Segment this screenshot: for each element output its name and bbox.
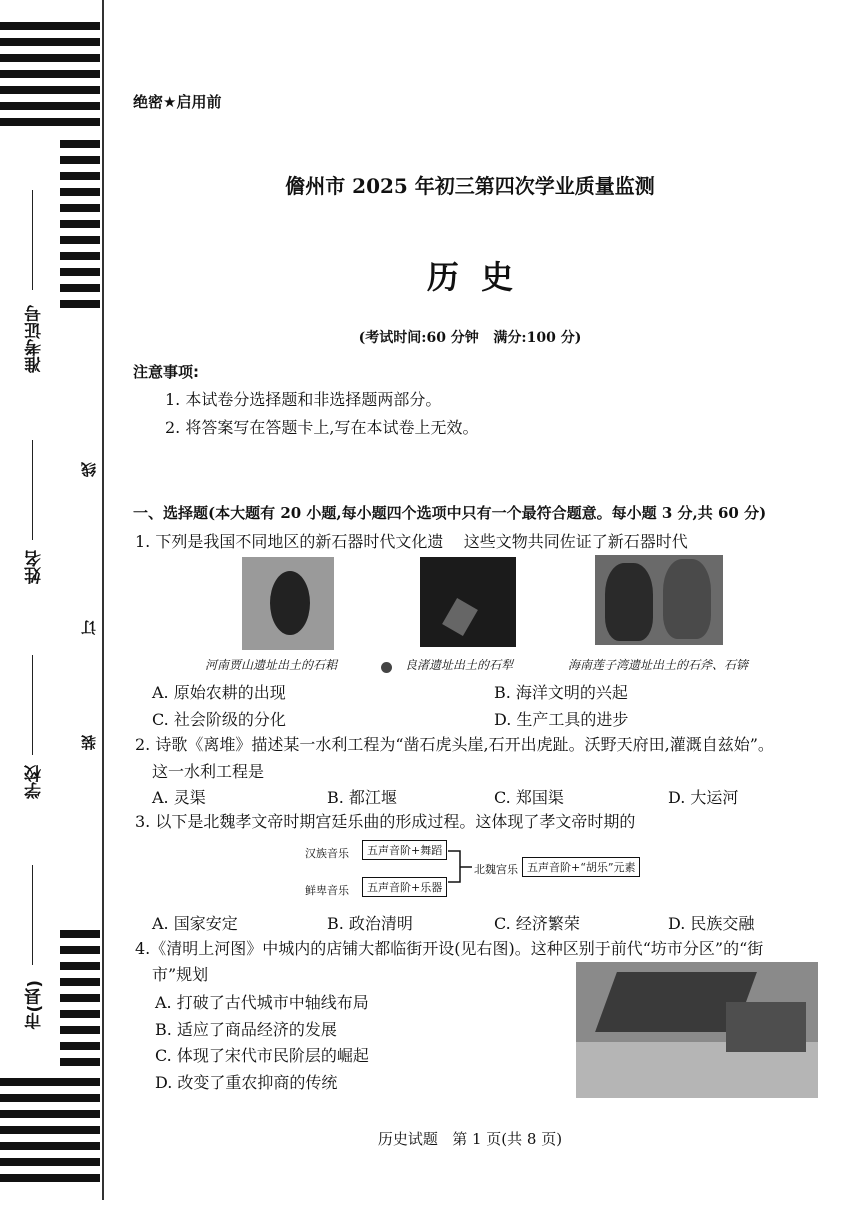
q1-option-b: B. 海洋文明的兴起 (494, 683, 628, 702)
binding-mark-ding: 订 (80, 620, 98, 635)
q1-stem: 1. 下列是我国不同地区的新石器时代文化遗 这些文物共同佐证了新石器时代 (135, 532, 688, 551)
q2-stem-line2: 这一水利工程是 (152, 762, 265, 781)
q1-option-c: C. 社会阶级的分化 (152, 710, 286, 729)
q4-option-a: A. 打破了古代城市中轴线布局 (155, 993, 369, 1012)
caption-stone-axe: 海南莲子湾遗址出土的石斧、石锛 (568, 658, 749, 672)
q3-option-b: B. 政治清明 (327, 914, 413, 933)
q4-option-d: D. 改变了重农抑商的传统 (155, 1073, 338, 1092)
exam-number-label: 准考证号 (25, 305, 45, 373)
q3-stem: 3. 以下是北魏孝文帝时期宫廷乐曲的形成过程。这体现了孝文帝时期的 (135, 812, 636, 831)
q3-option-d: D. 民族交融 (668, 914, 755, 933)
note-item-2: 2. 将答案写在答题卡上,写在本试卷上无效。 (165, 418, 479, 437)
county-label: 市(县) (25, 980, 45, 1030)
han-music-label: 汉族音乐 (305, 847, 349, 860)
section1-heading: 一、选择题(本大题有 20 小题,每小题四个选项中只有一个最符合题意。每小题 3 分,共 60 分) (133, 504, 767, 522)
q3-option-c: C. 经济繁荣 (494, 914, 580, 933)
name-label: 姓名 (25, 550, 45, 584)
school-label: 学校 (25, 765, 45, 799)
q2-option-a: A. 灵渠 (152, 788, 206, 807)
q4-stem-line1: 4.《清明上河图》中城内的店铺大都临街开设(见右图)。这种区别于前代“坊市分区”的“街 (135, 939, 764, 958)
han-music-box: 五声音阶+舞蹈 (362, 840, 447, 860)
secret-mark: 绝密★启用前 (133, 93, 222, 111)
stone-spade-image (242, 557, 334, 650)
page-footer: 历史试题 第 1 页(共 8 页) (377, 1130, 563, 1148)
caption-stone-spade: 河南贾山遗址出土的石耜 (205, 658, 338, 672)
q4-option-c: C. 体现了宋代市民阶层的崛起 (155, 1046, 369, 1065)
xianbei-music-box: 五声音阶+乐器 (362, 877, 447, 897)
exam-title: 儋州市 2025 年初三第四次学业质量监测 (285, 174, 655, 198)
q2-option-c: C. 郑国渠 (494, 788, 564, 807)
subject-title: 历 史 (426, 258, 514, 296)
q1-option-d: D. 生产工具的进步 (494, 710, 629, 729)
stone-axe-image (595, 555, 723, 645)
q3-option-a: A. 国家安定 (152, 914, 238, 933)
xianbei-music-label: 鲜卑音乐 (305, 884, 349, 897)
caption-stone-plough: 良渚遗址出土的石犁 (405, 658, 514, 672)
stone-plough-image (420, 557, 516, 647)
field-line-4 (32, 865, 33, 965)
qingming-painting-image (576, 962, 818, 1098)
notes-heading: 注意事项: (133, 363, 199, 381)
q4-stem-line2: 市”规划 (152, 965, 209, 984)
exam-info: (考试时间:60 分钟 满分:100 分) (358, 330, 582, 346)
binding-mark-line: 线 (80, 462, 98, 477)
punch-hole-dot (381, 662, 392, 673)
binding-mark-zhuang: 装 (80, 735, 98, 750)
q2-option-d: D. 大运河 (668, 788, 739, 807)
q2-stem-line1: 2. 诗歌《离堆》描述某一水利工程为“凿石虎头崖,石开出虎趾。沃野天府田,灌溉自兹始”。 (135, 735, 774, 754)
field-line-3 (32, 655, 33, 755)
q4-option-b: B. 适应了商品经济的发展 (155, 1020, 337, 1039)
court-music-label: 北魏宫乐 (474, 863, 518, 876)
field-line-2 (32, 440, 33, 540)
q2-option-b: B. 都江堰 (327, 788, 397, 807)
note-item-1: 1. 本试卷分选择题和非选择题两部分。 (165, 390, 442, 409)
q1-option-a: A. 原始农耕的出现 (152, 683, 286, 702)
result-music-box: 五声音阶+“胡乐”元素 (522, 857, 640, 877)
